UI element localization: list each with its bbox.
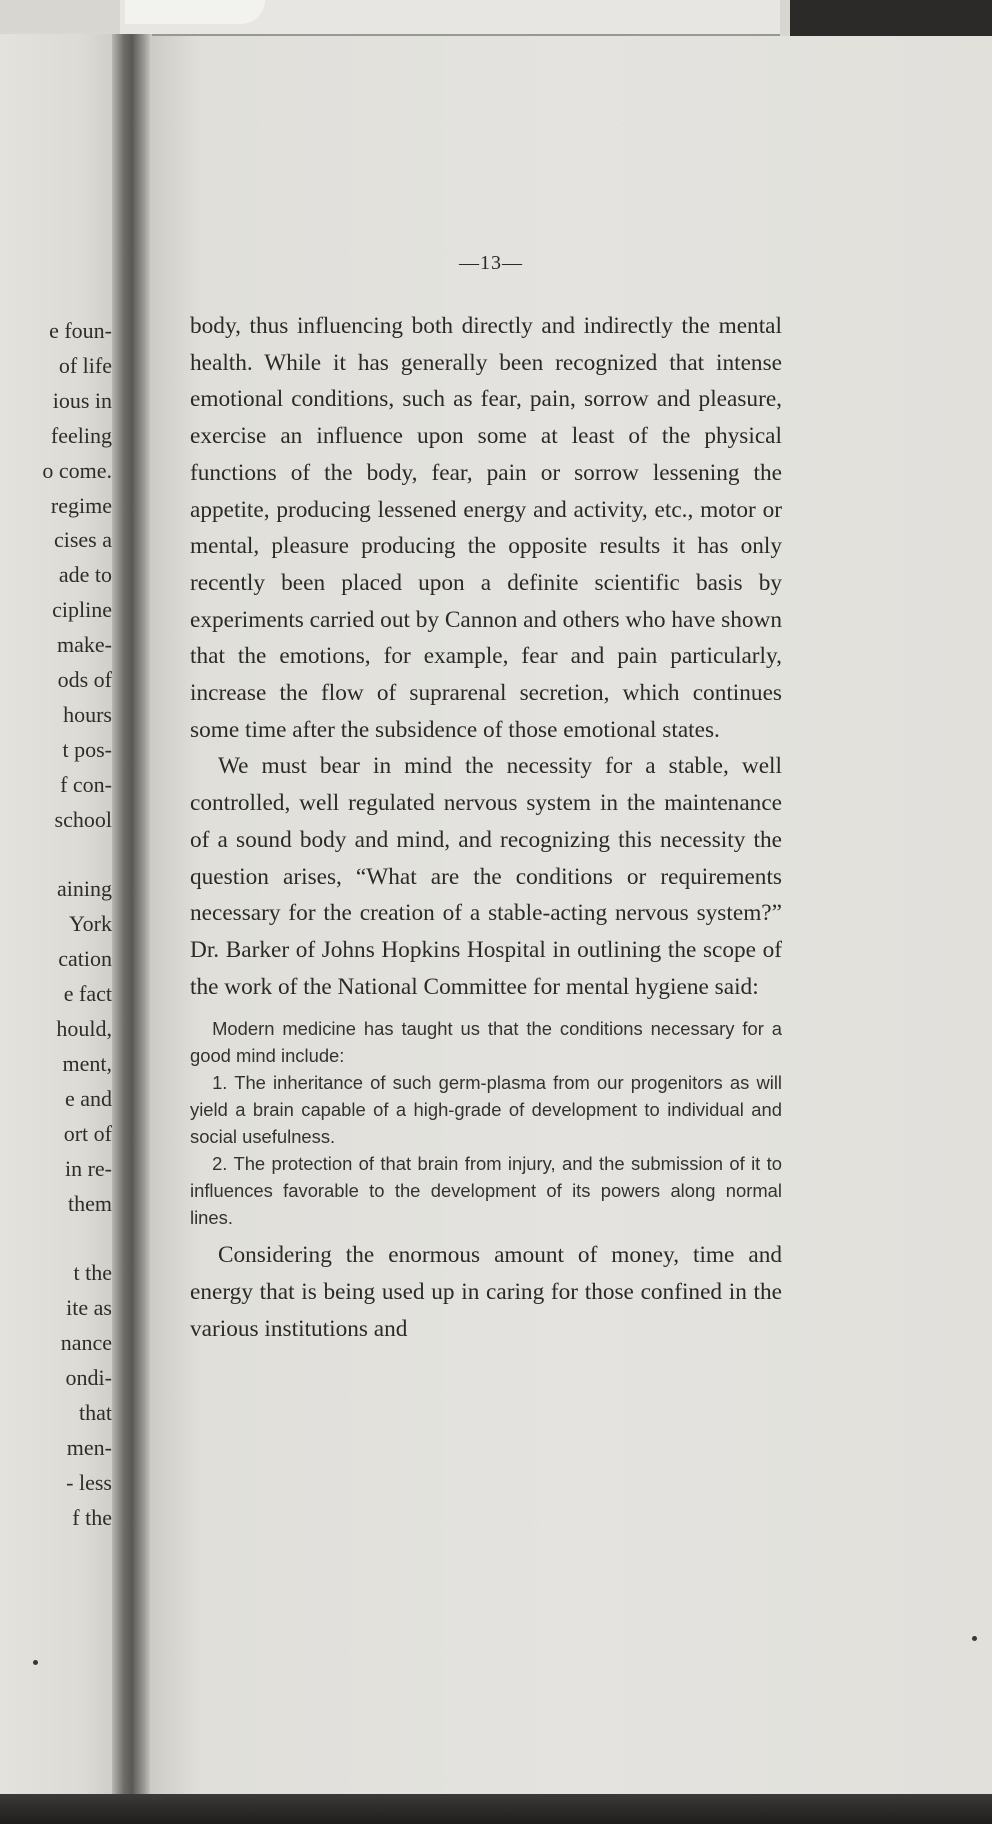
left-page-fragment: e and <box>64 1085 112 1111</box>
left-page-fragment: e fact <box>63 981 112 1007</box>
left-page-fragment: ods of <box>57 667 112 692</box>
left-page-fragment: t the <box>73 1260 112 1286</box>
left-page-fragment: York <box>68 911 112 937</box>
left-page-fragment: regime <box>50 492 112 518</box>
left-page-fragment: o come. <box>42 457 112 483</box>
left-page-fragment: make- <box>57 632 112 658</box>
left-page-fragment: that <box>79 1399 112 1425</box>
quote-item-1: 1. The inheritance of such germ-plasma from our progenitors as will yield a brain capable of a high-grade of development to individual and social usefulness. <box>190 1072 782 1148</box>
left-page-fragment: ment, <box>62 1050 112 1076</box>
book-spine <box>112 34 152 1824</box>
quote-intro: Modern medicine has taught us that the conditions necessary for a good mind include: <box>190 1018 782 1067</box>
left-page-fragment: hould, <box>56 1016 112 1041</box>
left-page-fragment: ade to <box>58 562 112 588</box>
left-page-fragment: ort of <box>63 1120 112 1146</box>
left-page-fragment: ondi- <box>65 1365 112 1390</box>
left-page-fragment: hours <box>63 701 112 727</box>
left-page-fragment: nance <box>60 1330 112 1356</box>
page-body <box>190 308 782 1347</box>
left-page <box>0 34 116 1794</box>
left-page-fragment: - less <box>66 1469 112 1495</box>
left-page-fragment: e foun- <box>49 318 112 343</box>
page-number: —13— <box>459 252 523 274</box>
speck <box>33 1660 38 1665</box>
left-page-fragment: cises a <box>53 527 112 553</box>
left-page-fragment: ious in <box>52 387 112 413</box>
left-page-fragment: cation <box>58 946 112 972</box>
left-page-fragment: f con- <box>60 771 112 797</box>
left-page-fragment: of life <box>58 352 112 378</box>
paragraph-1: body, thus influencing both directly and indirectly the mental health. While it has generally been recognized that intense emotional conditions, such as fear, pain, sorrow and pleasure, exercise an influence upon some at least of the physical functions of the body, fear, pain or sorrow lessening the appetite, producing lessened energy and activity, etc., motor or mental, pleasure producing the opposite results it has only recently been placed upon a definite scientific basis by experiments carried out by Cannon and others who have shown that the emotions, for example, fear and pain particularly, increase the flow of suprarenal secretion, which continues some time after the subsidence of those emotional states. <box>190 313 782 743</box>
quote-item-2: 2. The protection of that brain from injury, and the submission of it to influences favorable to the development of its powers along normal lines. <box>190 1153 782 1229</box>
speck <box>972 1636 977 1641</box>
bottom-edge <box>0 1794 992 1824</box>
left-page-fragment: them <box>68 1190 112 1216</box>
left-page-fragment: cipline <box>52 597 112 623</box>
left-page-fragment: men- <box>66 1434 112 1460</box>
left-page-fragment: in re- <box>64 1155 112 1181</box>
left-page-fragment: f the <box>72 1504 112 1530</box>
left-page-fragment: feeling <box>50 422 112 448</box>
top-dark-corner <box>790 0 992 38</box>
left-page-fragment: school <box>54 806 112 832</box>
left-page-fragment: ite as <box>66 1295 112 1321</box>
top-tab-edge <box>125 0 265 24</box>
left-page-fragment: aining <box>57 876 112 902</box>
block-quote <box>190 1015 782 1231</box>
left-page-fragment: t pos- <box>62 736 112 762</box>
paragraph-3: Considering the enormous amount of money, time and energy that is being used up in caring for those confined in the various institutions and <box>190 1242 782 1342</box>
paragraph-2: We must bear in mind the necessity for a stable, well controlled, well regulated nervous system in the maintenance of a sound body and mind, and recognizing this necessity the question arises, “What are the conditions or requirements necessary for the creation of a stable-acting nervous system?” Dr. Barker of Johns Hopkins Hospital in outlining the scope of the work of the National Committee for mental hygiene said: <box>190 753 782 1000</box>
